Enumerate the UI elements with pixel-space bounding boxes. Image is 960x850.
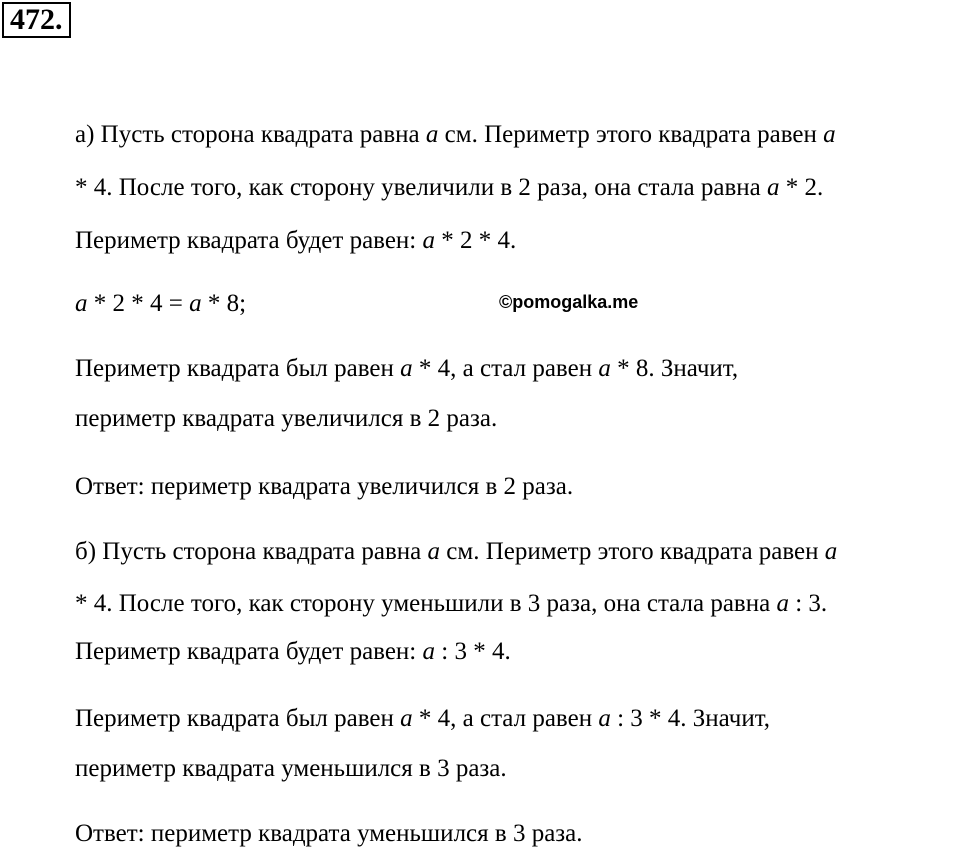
- variable-a: a: [425, 121, 439, 148]
- solution-line: [75, 120, 836, 150]
- text-segment: Периметр квадрата будет равен:: [75, 227, 423, 254]
- text-segment: Периметр квадрата был равен: [75, 705, 401, 732]
- problem-number: 472.: [2, 2, 71, 38]
- text-segment: : 3 * 4.: [435, 638, 511, 665]
- variable-a: a: [422, 227, 435, 254]
- solution-line: [75, 173, 823, 203]
- solution-line: [75, 637, 511, 667]
- solution-line: [75, 754, 507, 784]
- watermark: ©pomogalka.me: [499, 292, 639, 312]
- text-segment: * 4. После того, как сторону уменьшили в 3 раза, она стала равна: [75, 590, 777, 617]
- text-segment: * 4, а стал равен: [412, 355, 599, 382]
- text-segment: Периметр квадрата был равен: [75, 355, 401, 382]
- solution-line: [75, 589, 827, 619]
- text-segment: * 2 * 4.: [435, 227, 517, 254]
- text-segment: : 3 * 4. Значит,: [610, 705, 771, 732]
- variable-a: a: [422, 638, 435, 665]
- solution-line: [75, 537, 837, 567]
- text-segment: см. Периметр этого квадрата равен: [438, 121, 824, 148]
- text-segment: Ответ: периметр квадрата уменьшился в 3 раза.: [75, 820, 583, 847]
- text-segment: Периметр квадрата будет равен:: [75, 638, 423, 665]
- text-segment: Ответ: периметр квадрата увеличился в 2 раза.: [75, 473, 574, 500]
- solution-line: [75, 404, 497, 434]
- solution-line: [75, 289, 246, 319]
- solution-line: [75, 472, 573, 502]
- text-segment: * 8;: [201, 290, 247, 317]
- text-segment: * 8. Значит,: [610, 355, 739, 382]
- solution-line: [75, 704, 770, 734]
- variable-a: a: [427, 538, 441, 565]
- text-segment: * 2 * 4 =: [87, 290, 190, 317]
- text-segment: периметр квадрата уменьшился в 3 раза.: [75, 755, 507, 782]
- variable-a: a: [75, 290, 88, 317]
- text-segment: * 4, а стал равен: [412, 705, 599, 732]
- variable-a: a: [400, 355, 413, 382]
- variable-a: a: [598, 705, 611, 732]
- solution-line: [75, 354, 738, 384]
- variable-a: a: [598, 355, 611, 382]
- variable-a: a: [189, 290, 202, 317]
- solution-line: [75, 819, 583, 849]
- variable-a: a: [824, 538, 838, 565]
- text-segment: * 4. После того, как сторону увеличили в 2 раза, она стала равна: [75, 174, 768, 201]
- text-segment: б) Пусть сторона квадрата равна: [75, 538, 428, 565]
- variable-a: a: [400, 705, 413, 732]
- text-segment: а) Пусть сторона квадрата равна: [75, 121, 426, 148]
- variable-a: a: [823, 121, 836, 148]
- text-segment: периметр квадрата увеличился в 2 раза.: [75, 405, 498, 432]
- text-segment: см. Периметр этого квадрата равен: [440, 538, 825, 565]
- variable-a: a: [776, 590, 789, 617]
- solution-line: [75, 226, 516, 256]
- text-segment: * 2.: [779, 174, 824, 201]
- text-segment: : 3.: [788, 590, 828, 617]
- variable-a: a: [767, 174, 780, 201]
